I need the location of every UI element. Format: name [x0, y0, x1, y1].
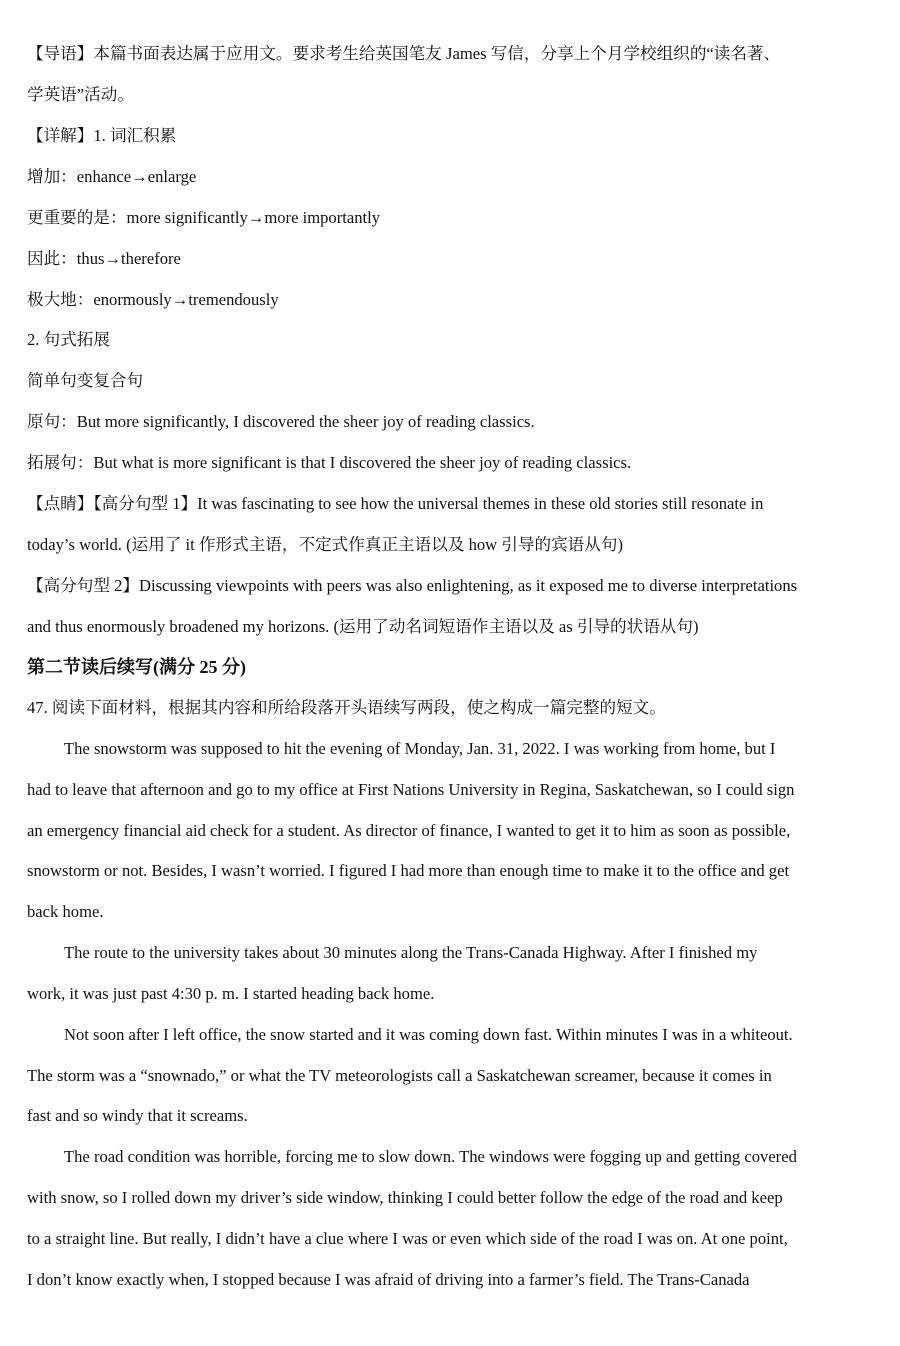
passage-paragraph-1-line: The snowstorm was supposed to hit the evening of Monday, Jan. 31, 2022. I was working from home, but I: [64, 739, 776, 758]
guide-text-line-2: 学英语”活动。: [27, 85, 134, 104]
passage-paragraph-4-line: to a straight line. But really, I didn’t have a clue where I was or even which side of the road I was on. At one point,: [27, 1229, 788, 1248]
passage-paragraph-4-line: I don’t know exactly when, I stopped because I was afraid of driving into a farmer’s field. The Trans-Canada: [27, 1270, 750, 1289]
question-prompt: 47. 阅读下面材料，根据其内容和所给段落开头语续写两段，使之构成一篇完整的短文。: [27, 698, 666, 717]
original-sentence: 原句：But more significantly, I discovered the sheer joy of reading classics.: [27, 412, 535, 431]
guide-text-line-1: 【导语】本篇书面表达属于应用文。要求考生给英国笔友 James 写信，分享上个月学校组织的“读名著、: [27, 44, 781, 63]
highlight-pattern-1-line-2: today’s world. (运用了 it 作形式主语，不定式作真正主语以及 how 引导的宾语从句): [27, 535, 623, 554]
passage-paragraph-1-line: back home.: [27, 902, 104, 921]
section-heading: 第二节读后续写(满分 25 分): [27, 657, 246, 677]
vocab-item: 更重要的是：more significantly→more importantly: [27, 208, 381, 227]
passage-paragraph-4-line: The road condition was horrible, forcing me to slow down. The windows were fogging up and getting covered: [64, 1147, 797, 1166]
passage-paragraph-3-line: Not soon after I left office, the snow started and it was coming down fast. Within minutes I was in a whiteout.: [64, 1025, 793, 1044]
vocab-item: 因此：thus→therefore: [27, 249, 181, 268]
highlight-pattern-1-line-1: 【点睛】【高分句型 1】It was fascinating to see how the universal themes in these old stories still resonate in: [27, 494, 764, 513]
passage-paragraph-3-line: fast and so windy that it screams.: [27, 1106, 248, 1125]
passage-paragraph-1-line: an emergency financial aid check for a student. As director of finance, I wanted to get it to him as soon as possible,: [27, 821, 791, 840]
sentence-expansion-subheading: 简单句变复合句: [27, 371, 144, 390]
passage-paragraph-1-line: had to leave that afternoon and go to my office at First Nations University in Regina, Saskatchewan, so I could sign: [27, 780, 795, 799]
highlight-pattern-2-line-2: and thus enormously broadened my horizons. (运用了动名词短语作主语以及 as 引导的状语从句): [27, 617, 699, 636]
sentence-expansion-heading: 2. 句式拓展: [27, 330, 110, 349]
passage-paragraph-2-line: The route to the university takes about 30 minutes along the Trans-Canada Highway. After I finished my: [64, 943, 758, 962]
passage-paragraph-3-line: The storm was a “snownado,” or what the TV meteorologists call a Saskatchewan screamer, because it comes in: [27, 1066, 772, 1085]
vocab-item: 增加：enhance→enlarge: [27, 167, 197, 186]
passage-paragraph-2-line: work, it was just past 4:30 p. m. I started heading back home.: [27, 984, 435, 1003]
passage-paragraph-4-line: with snow, so I rolled down my driver’s side window, thinking I could better follow the edge of the road and keep: [27, 1188, 783, 1207]
explanation-heading: 【详解】1. 词汇积累: [27, 126, 177, 145]
expanded-sentence: 拓展句：But what is more significant is that I discovered the sheer joy of reading classics.: [27, 453, 632, 472]
passage-paragraph-1-line: snowstorm or not. Besides, I wasn’t worried. I figured I had more than enough time to make it to the office and get: [27, 861, 790, 880]
vocab-item: 极大地：enormously→tremendously: [27, 290, 279, 309]
highlight-pattern-2-line-1: 【高分句型 2】Discussing viewpoints with peers was also enlightening, as it exposed me to diverse interpretations: [27, 576, 798, 595]
